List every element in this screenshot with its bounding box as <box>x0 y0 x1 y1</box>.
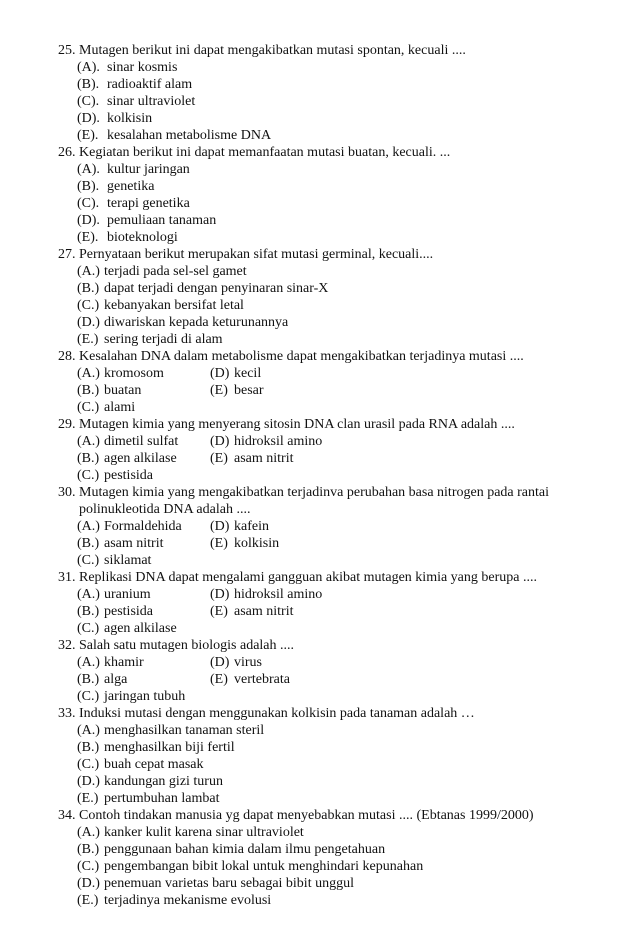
option-b <box>77 280 328 297</box>
option-text: siklamat <box>104 553 152 568</box>
option-b <box>77 450 177 467</box>
option-c <box>77 756 204 773</box>
option-text: pestisida <box>104 468 153 483</box>
question-30 <box>58 484 588 518</box>
option-b <box>77 739 235 756</box>
question-text: Replikasi DNA dapat mengalami gangguan akibat mutagen kimia yang berupa .... <box>79 570 537 585</box>
option-text: jaringan tubuh <box>104 689 186 704</box>
option-text: hidroksil amino <box>234 587 323 602</box>
option-label: (C.) <box>77 553 100 568</box>
option-label: (B.) <box>77 451 100 466</box>
option-text: sinar ultraviolet <box>107 94 196 109</box>
option-label: (A.) <box>77 519 100 534</box>
option-a <box>77 586 151 603</box>
question-number: 25. <box>58 43 76 58</box>
option-b <box>77 671 127 688</box>
option-text: kromosom <box>104 366 164 381</box>
option-c <box>77 858 423 875</box>
option-label: (D.) <box>77 315 100 330</box>
question-text: Mutagen kimia yang mengakibatkan terjadinva perubahan basa nitrogen pada rantai <box>79 485 549 500</box>
option-label: (D). <box>77 111 100 126</box>
option-label: (A). <box>77 60 100 75</box>
option-label: (E) <box>210 536 228 551</box>
option-e <box>77 229 178 246</box>
question-text-continued: polinukleotida DNA adalah .... <box>79 502 251 517</box>
option-label: (B.) <box>77 536 100 551</box>
option-text: kolkisin <box>234 536 280 551</box>
option-label: (C.) <box>77 298 100 313</box>
question-text: Contoh tindakan manusia yg dapat menyebabkan mutasi .... (Ebtanas 1999/2000) <box>79 808 534 823</box>
option-text: pertumbuhan lambat <box>104 791 220 806</box>
option-label: (D) <box>210 655 230 670</box>
question-34 <box>58 807 588 824</box>
option-a <box>77 433 178 450</box>
option-text: radioaktif alam <box>107 77 193 92</box>
option-text: asam nitrit <box>104 536 164 551</box>
option-c <box>77 467 153 484</box>
option-d <box>210 654 262 671</box>
option-e <box>210 450 294 467</box>
option-d <box>210 433 322 450</box>
option-d <box>77 212 216 229</box>
question-text: Mutagen berikut ini dapat mengakibatkan mutasi spontan, kecuali .... <box>79 43 466 58</box>
question-27 <box>58 246 588 263</box>
question-text: Pernyataan berikut merupakan sifat mutasi germinal, kecuali.... <box>79 247 434 262</box>
option-b <box>77 535 164 552</box>
option-e <box>210 603 294 620</box>
option-text: virus <box>234 655 262 670</box>
option-text: khamir <box>104 655 144 670</box>
option-label: (C.) <box>77 468 100 483</box>
question-number: 32. <box>58 638 76 653</box>
option-a <box>77 654 144 671</box>
option-d <box>77 110 152 127</box>
option-label: (D) <box>210 519 230 534</box>
option-label: (D) <box>210 587 230 602</box>
question-32 <box>58 637 588 654</box>
option-text: kecil <box>234 366 262 381</box>
option-b <box>77 841 385 858</box>
option-label: (B.) <box>77 672 100 687</box>
option-e <box>77 331 223 348</box>
option-label: (B.) <box>77 383 100 398</box>
option-d <box>77 773 223 790</box>
question-25 <box>58 42 588 59</box>
option-text: pemuliaan tanaman <box>107 213 217 228</box>
option-a <box>77 161 190 178</box>
option-text: menghasilkan tanaman steril <box>104 723 265 738</box>
option-label: (B.) <box>77 281 100 296</box>
option-c <box>77 552 151 569</box>
option-label: (A.) <box>77 655 100 670</box>
option-c <box>77 195 190 212</box>
option-d <box>77 314 288 331</box>
option-text: menghasilkan biji fertil <box>104 740 235 755</box>
option-label: (D.) <box>77 876 100 891</box>
question-29 <box>58 416 588 433</box>
option-text: kebanyakan bersifat letal <box>104 298 244 313</box>
option-label: (E.) <box>77 791 99 806</box>
question-number: 29. <box>58 417 76 432</box>
option-c <box>77 688 185 705</box>
option-b <box>77 178 154 195</box>
option-e <box>77 790 219 807</box>
option-text: penggunaan bahan kimia dalam ilmu pengetahuan <box>104 842 386 857</box>
option-label: (E) <box>210 604 228 619</box>
option-a <box>77 824 304 841</box>
option-text: buah cepat masak <box>104 757 204 772</box>
option-text: dapat terjadi dengan penyinaran sinar-X <box>104 281 329 296</box>
option-e <box>77 892 271 909</box>
option-text: Formaldehida <box>104 519 182 534</box>
option-b <box>77 76 192 93</box>
option-text: kanker kulit karena sinar ultraviolet <box>104 825 304 840</box>
option-text: kultur jaringan <box>107 162 190 177</box>
option-text: alami <box>104 400 136 415</box>
option-text: bioteknologi <box>107 230 178 245</box>
option-label: (A.) <box>77 723 100 738</box>
option-text: kafein <box>234 519 269 534</box>
option-e <box>210 382 264 399</box>
option-text: kandungan gizi turun <box>104 774 223 789</box>
option-text: asam nitrit <box>234 604 294 619</box>
option-label: (E) <box>210 451 228 466</box>
option-c <box>77 620 177 637</box>
option-text: sering terjadi di alam <box>104 332 223 347</box>
option-text: hidroksil amino <box>234 434 323 449</box>
option-label: (B.) <box>77 604 100 619</box>
option-label: (D.) <box>77 774 100 789</box>
option-label: (E) <box>210 672 228 687</box>
option-e <box>210 671 290 688</box>
option-label: (E) <box>210 383 228 398</box>
option-e <box>77 127 271 144</box>
option-text: pengembangan bibit lokal untuk menghindari kepunahan <box>104 859 424 874</box>
option-text: pestisida <box>104 604 153 619</box>
option-label: (E.) <box>77 893 99 908</box>
option-c <box>77 399 135 416</box>
option-label: (D) <box>210 434 230 449</box>
option-label: (C.) <box>77 621 100 636</box>
option-label: (B). <box>77 179 100 194</box>
option-a <box>77 365 164 382</box>
option-label: (A.) <box>77 434 100 449</box>
option-d <box>210 518 269 535</box>
option-label: (A.) <box>77 264 100 279</box>
option-text: penemuan varietas baru sebagai bibit unggul <box>104 876 354 891</box>
question-number: 27. <box>58 247 76 262</box>
option-d <box>77 875 354 892</box>
option-label: (A.) <box>77 825 100 840</box>
option-text: vertebrata <box>234 672 290 687</box>
option-a <box>77 59 177 76</box>
option-a <box>77 518 182 535</box>
option-label: (D). <box>77 213 100 228</box>
option-text: uranium <box>104 587 151 602</box>
option-text: alga <box>104 672 128 687</box>
question-33 <box>58 705 588 722</box>
question-26 <box>58 144 588 161</box>
question-31 <box>58 569 588 586</box>
question-number: 31. <box>58 570 76 585</box>
question-text: Kesalahan DNA dalam metabolisme dapat mengakibatkan terjadinya mutasi .... <box>79 349 524 364</box>
question-text: Kegiatan berikut ini dapat memanfaatan mutasi buatan, kecuali. ... <box>79 145 451 160</box>
option-text: sinar kosmis <box>107 60 178 75</box>
option-text: terapi genetika <box>107 196 190 211</box>
option-label: (B.) <box>77 740 100 755</box>
option-label: (D) <box>210 366 230 381</box>
option-label: (C.) <box>77 689 100 704</box>
option-label: (E). <box>77 230 99 245</box>
option-text: agen alkilase <box>104 621 177 636</box>
question-number: 28. <box>58 349 76 364</box>
option-text: asam nitrit <box>234 451 294 466</box>
option-a <box>77 722 264 739</box>
option-d <box>210 586 322 603</box>
question-text: Induksi mutasi dengan menggunakan kolkisin pada tanaman adalah … <box>79 706 475 721</box>
option-label: (B). <box>77 77 100 92</box>
option-label: (A). <box>77 162 100 177</box>
question-28 <box>58 348 588 365</box>
option-label: (B.) <box>77 842 100 857</box>
option-label: (E.) <box>77 332 99 347</box>
option-b <box>77 382 141 399</box>
question-number: 33. <box>58 706 76 721</box>
option-text: kolkisin <box>107 111 153 126</box>
option-text: besar <box>234 383 264 398</box>
option-label: (C). <box>77 94 100 109</box>
option-c <box>77 93 195 110</box>
option-text: terjadinya mekanisme evolusi <box>104 893 272 908</box>
option-text: buatan <box>104 383 142 398</box>
option-label: (C.) <box>77 859 100 874</box>
option-label: (C.) <box>77 757 100 772</box>
option-label: (E). <box>77 128 99 143</box>
option-a <box>77 263 247 280</box>
option-label: (C.) <box>77 400 100 415</box>
option-label: (C). <box>77 196 100 211</box>
question-text: Salah satu mutagen biologis adalah .... <box>79 638 295 653</box>
question-number: 26. <box>58 145 76 160</box>
option-text: kesalahan metabolisme DNA <box>107 128 272 143</box>
option-text: agen alkilase <box>104 451 177 466</box>
option-label: (A.) <box>77 366 100 381</box>
question-text: Mutagen kimia yang menyerang sitosin DNA clan urasil pada RNA adalah .... <box>79 417 515 432</box>
option-text: diwariskan kepada keturunannya <box>104 315 289 330</box>
option-b <box>77 603 153 620</box>
option-d <box>210 365 261 382</box>
option-text: terjadi pada sel-sel gamet <box>104 264 247 279</box>
question-number: 34. <box>58 808 76 823</box>
option-text: genetika <box>107 179 155 194</box>
question-number: 30. <box>58 485 76 500</box>
option-c <box>77 297 244 314</box>
option-label: (A.) <box>77 587 100 602</box>
option-e <box>210 535 279 552</box>
option-text: dimetil sulfat <box>104 434 179 449</box>
